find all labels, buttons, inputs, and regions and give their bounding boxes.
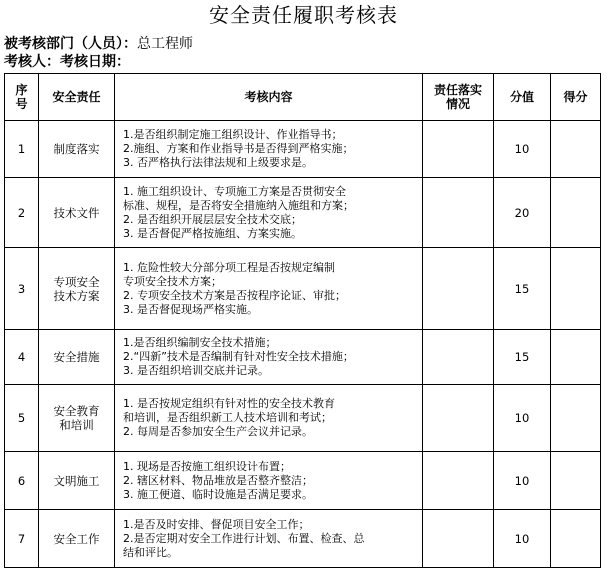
- col-header-content: 考核内容: [115, 74, 423, 121]
- assessment-content: [115, 178, 423, 248]
- col-header-status: 责任落实情况: [423, 74, 494, 121]
- content-line: 2.施组、方案和作业指导书是否得到严格实施；: [123, 142, 354, 155]
- header-row: [5, 74, 601, 121]
- content-line: 2. 是否组织开展层层安全技术交底；: [123, 212, 302, 226]
- content-line: 2.“四新”技术是否编制有针对性安全技术措施；: [123, 350, 354, 363]
- score-cell: [551, 452, 601, 510]
- responsibility-item: 文明施工: [39, 452, 115, 510]
- content-line: 结和评比。: [123, 545, 178, 559]
- content-line: 标准、规程，是否将安全措施纳入施组和方案；: [123, 198, 354, 212]
- status-cell: [423, 121, 494, 178]
- content-line: 1.是否及时安排、督促项目安全工作；: [123, 517, 310, 531]
- assessor-line: [4, 53, 130, 71]
- score-cell: [551, 121, 601, 178]
- points-cell: 10: [494, 121, 551, 178]
- status-cell: [423, 248, 494, 330]
- content-line: 2.是否定期对安全工作进行计划、布置、检查、总: [123, 531, 365, 545]
- content-line: 2. 辖区材料、物品堆放是否整齐整洁；: [123, 473, 313, 487]
- status-cell: [423, 385, 494, 452]
- points-cell: 20: [494, 178, 551, 248]
- row-number: 2: [5, 178, 39, 248]
- responsibility-item: 制度落实: [39, 121, 115, 178]
- col-header-points: 分值: [494, 74, 551, 121]
- table-row: [5, 248, 601, 330]
- assessment-content: [115, 330, 423, 385]
- content-line: 专项安全技术方案；: [123, 274, 222, 288]
- points-cell: 15: [494, 330, 551, 385]
- score-cell: [551, 330, 601, 385]
- assessment-content: [115, 452, 423, 510]
- page-title: 安全责任履职考核表: [209, 3, 398, 27]
- table-row: [5, 330, 601, 385]
- content-line: 1.是否组织制定施工组织设计、作业指导书；: [123, 128, 343, 141]
- col-header-item: 安全责任: [39, 74, 115, 121]
- dept-line: [4, 35, 193, 53]
- dept-value: 总工程师: [137, 36, 193, 52]
- assessor-label: 考核人：: [4, 54, 60, 70]
- responsibility-item: 安全工作: [39, 510, 115, 568]
- content-line: 1.是否组织编制安全技术措施；: [123, 336, 277, 349]
- table-row: [5, 178, 601, 248]
- status-cell: [423, 178, 494, 248]
- table-row: [5, 121, 601, 178]
- score-cell: [551, 178, 601, 248]
- assessment-table: [4, 73, 601, 568]
- responsibility-item: 安全教育和培训: [39, 385, 115, 452]
- table-row: [5, 385, 601, 452]
- points-cell: 10: [494, 452, 551, 510]
- points-cell: 10: [494, 510, 551, 568]
- row-number: 1: [5, 121, 39, 178]
- content-line: 1. 施工组织设计、专项施工方案是否贯彻安全: [123, 184, 346, 198]
- responsibility-item: 专项安全技术方案: [39, 248, 115, 330]
- content-line: 3. 否严格执行法律法规和上级要求是。: [123, 156, 313, 169]
- dept-label: 被考核部门（人员）：: [4, 36, 137, 52]
- score-cell: [551, 510, 601, 568]
- content-line: 3. 施工便道、临时设施是否满足要求。: [123, 487, 313, 501]
- table-row: [5, 452, 601, 510]
- row-number: 3: [5, 248, 39, 330]
- table-row: [5, 510, 601, 568]
- score-cell: [551, 248, 601, 330]
- assessment-content: [115, 510, 423, 568]
- row-number: 4: [5, 330, 39, 385]
- row-number: 5: [5, 385, 39, 452]
- status-cell: [423, 330, 494, 385]
- content-line: 3. 是否组织培训交底并记录。: [123, 364, 269, 377]
- content-line: 3. 是否督促严格按施组、方案实施。: [123, 226, 302, 240]
- content-line: 3. 是否督促现场严格实施。: [123, 302, 258, 316]
- content-line: 1. 现场是否按施工组织设计布置；: [123, 459, 291, 473]
- responsibility-item: 技术文件: [39, 178, 115, 248]
- content-line: 1. 危险性较大分部分项工程是否按规定编制: [123, 260, 335, 274]
- assessment-content: [115, 248, 423, 330]
- content-line: 2. 每周是否参加安全生产会议并记录。: [123, 425, 313, 438]
- content-line: 1. 是否按规定组织有针对性的安全技术教育: [123, 397, 335, 410]
- row-number: 7: [5, 510, 39, 568]
- status-cell: [423, 452, 494, 510]
- status-cell: [423, 510, 494, 568]
- assessment-content: [115, 121, 423, 178]
- col-header-no: 序号: [5, 74, 39, 121]
- points-cell: 15: [494, 248, 551, 330]
- responsibility-item: 安全措施: [39, 330, 115, 385]
- content-line: 和培训，是否组织新工人技术培训和考试；: [123, 411, 332, 424]
- date-label: 考核日期：: [60, 54, 130, 70]
- score-cell: [551, 385, 601, 452]
- col-header-score: 得分: [551, 74, 601, 121]
- content-line: 2. 专项安全技术方案是否按程序论证、审批；: [123, 288, 346, 302]
- points-cell: 10: [494, 385, 551, 452]
- row-number: 6: [5, 452, 39, 510]
- assessment-content: [115, 385, 423, 452]
